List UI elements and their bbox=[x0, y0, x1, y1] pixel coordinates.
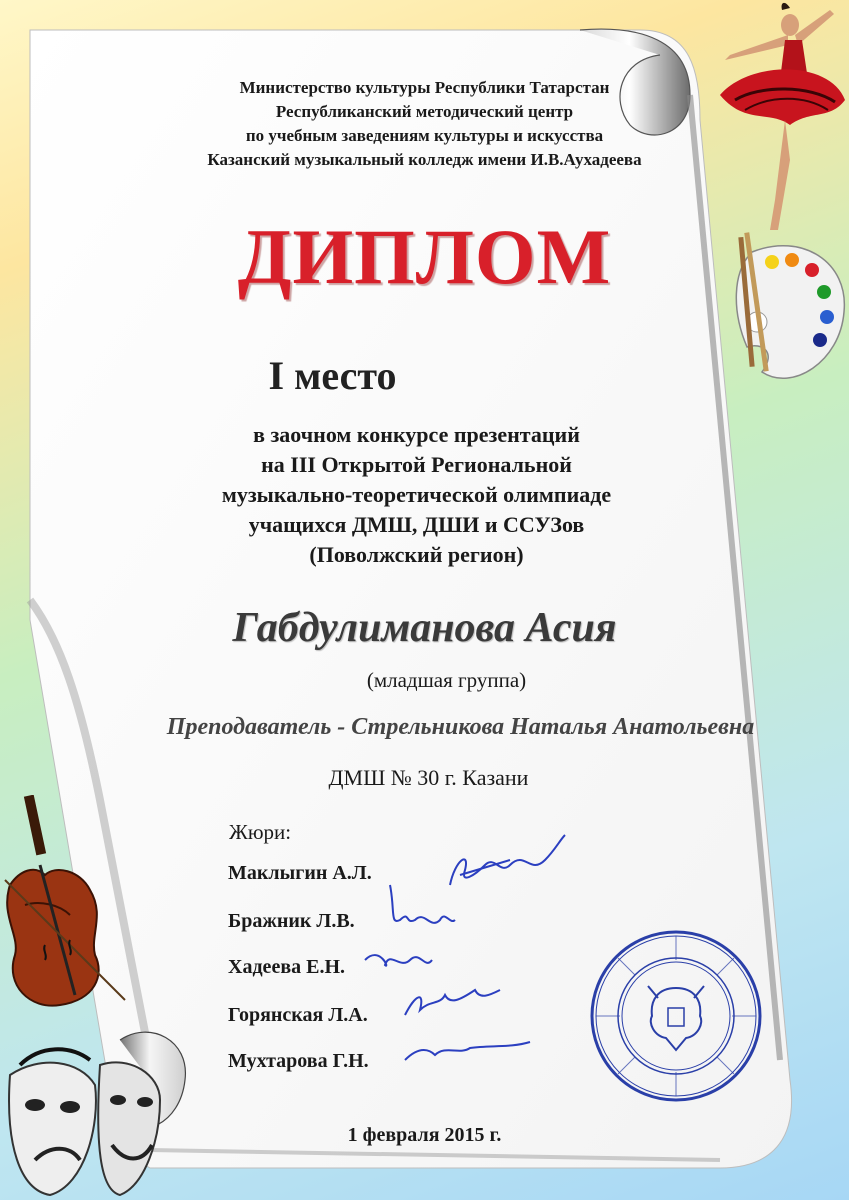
jury-member: Хадеева Е.Н. bbox=[228, 956, 346, 978]
recipient-group: (младшая группа) bbox=[366, 668, 527, 692]
description-line-4: учащихся ДМШ, ДШИ и ССУЗов bbox=[248, 512, 585, 537]
place-award: I место bbox=[268, 353, 397, 398]
jury-member: Бражник Л.В. bbox=[228, 910, 355, 932]
issue-date: 1 февраля 2015 г. bbox=[347, 1124, 502, 1146]
description-line-1: в заочном конкурсе презентаций bbox=[253, 422, 580, 447]
description-line-3: музыкально-теоретической олимпиаде bbox=[221, 482, 612, 507]
jury-member: Горянская Л.А. bbox=[228, 1004, 368, 1026]
school-name: ДМШ № 30 г. Казани bbox=[328, 765, 529, 790]
teacher-name: Преподаватель - Стрельникова Наталья Анатольевна bbox=[166, 714, 755, 740]
description-line-2: на III Открытой Региональной bbox=[261, 452, 572, 477]
diploma-title: ДИПЛОМ bbox=[237, 213, 612, 300]
description-line-5: (Поволжский регион) bbox=[309, 542, 524, 567]
recipient-name: Габдулиманова Асия bbox=[232, 605, 617, 651]
jury-label: Жюри: bbox=[229, 820, 292, 844]
header-line-2: Республиканский методический центр bbox=[275, 102, 574, 121]
header-line-4: Казанский музыкальный колледж имени И.В.Аухадеева bbox=[207, 150, 642, 169]
jury-member: Маклыгин А.Л. bbox=[228, 862, 372, 884]
jury-member: Мухтарова Г.Н. bbox=[228, 1050, 369, 1072]
header-line-3: по учебным заведениям культуры и искусства bbox=[245, 126, 604, 145]
header-line-1: Министерство культуры Республики Татарстан bbox=[239, 78, 610, 97]
